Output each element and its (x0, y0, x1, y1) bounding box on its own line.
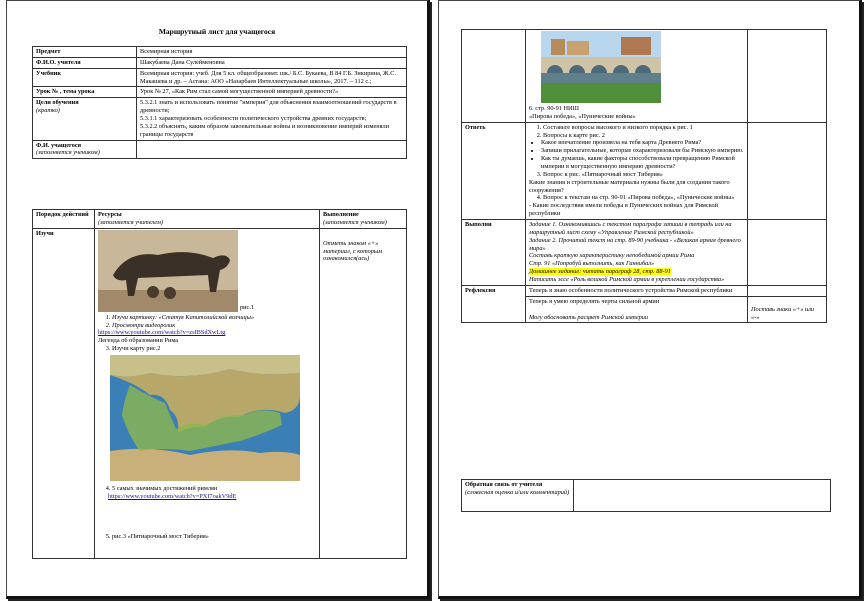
feedback-table (461, 479, 831, 512)
study-list-map (98, 345, 316, 353)
study-list (98, 314, 316, 330)
goal-item: 5.3.2.1 знать и использовать понятие "империя" для объяснения взаимоотношений государств в древности; (140, 99, 397, 115)
answer-item: 2. Вопросы к карте рис. 2 (543, 132, 744, 140)
bullet-item: • Запиши прилагательные, которые охарактеризовали бы Римскую империю. (541, 147, 744, 155)
study-label-cell (33, 228, 95, 558)
bridge-row (462, 30, 827, 123)
tiberius-bridge-image (541, 31, 661, 103)
header-resources-sub: (заполняется учителем) (98, 218, 163, 226)
answer-bullets (529, 139, 744, 170)
study-item-bridge: 5. рис.3 «Пятиарочный мост Тиберия» (112, 533, 316, 541)
reflect-field-1[interactable] (748, 285, 827, 296)
video-link-2[interactable]: https://www.youtube.com/watch?v=PXI7oakV9dE (108, 492, 237, 500)
study-item-map: 3. Изучи карту рис.2 (112, 345, 316, 353)
roman-empire-map-image (110, 355, 300, 481)
student-name-field[interactable] (137, 140, 407, 159)
study-execution-cell[interactable] (320, 228, 407, 558)
answer-item: 3. Вопрос к рис. «Пятиарочный мост Тиберия» (543, 171, 744, 179)
bridge-right-cell[interactable] (748, 30, 827, 123)
answer-list-q4 (529, 194, 744, 202)
student-label-cell (33, 140, 137, 159)
do-label-cell (462, 220, 526, 286)
img-note-2: «Пирова победа», «Пунические войны» (529, 112, 636, 120)
info-value: Шакубаева Дана Сулейменовна (137, 57, 407, 68)
video-link-1[interactable]: https://www.youtube.com/watch?v=zsIBSdXwLtg (98, 329, 226, 337)
feedback-row (462, 480, 831, 512)
info-value: Всемирная история: учеб. Для 5 кл. общеобразоват. шк./ Б.С. Букаева, В 84 Г.Б. Зикирина, Ж.С. Макашева и др. – Астана: АОО «Назарбаев Интеллектуальные школы», 2017. – 112 с.; (137, 68, 407, 87)
info-label: Ф.И.О. учителя (33, 57, 137, 68)
info-row-teacher (33, 57, 407, 68)
study-row (33, 228, 407, 558)
answer-label-cell (462, 122, 526, 219)
info-label: Предмет (33, 47, 137, 58)
steps-table (32, 209, 407, 559)
answer-row (462, 122, 827, 219)
task-1: Задание 1. Ознакомившись с текстом параграфа запиши в тетрадь или на маршрутный лист схему «Управление Римской республикой» (529, 221, 732, 236)
goals-cell (137, 98, 407, 140)
do-row (462, 220, 827, 286)
reflect-item-1: Теперь я знаю особенности политического устройства Римской республики (526, 285, 748, 296)
reflect-label-cell (462, 285, 526, 323)
essay-task: Написать эссе «Роль великой Римской армии в укреплении государства» (529, 276, 725, 284)
answer-list (529, 124, 744, 140)
page-title: Маршрутный лист для учащегося (158, 27, 276, 36)
bullet-item: • Какое впечатление произвела на тебя карта Древнего Рима? (541, 139, 744, 147)
goals-sublabel: (кратко) (36, 107, 60, 115)
feedback-field[interactable] (574, 480, 831, 512)
info-row-lesson (33, 87, 407, 98)
student-label: Ф.И. учащегося (36, 141, 82, 149)
tasks-table (461, 29, 827, 323)
reflect-label: Рефлексия (465, 286, 496, 294)
task-3: Стр. 91 «Попробуй выполнить, как Ганнибал» (529, 260, 655, 268)
feedback-label-cell (462, 480, 574, 512)
do-label: Выполни (465, 221, 492, 229)
answer-item: 1. Составьте вопросы высокого и низкого порядка к рис. 1 (543, 124, 744, 132)
study-item-achievements: 4. 5 самых значимых достижений римлян (112, 485, 316, 493)
goal-item: 5.3.1.1 характеризовать особенности политического устройства древних государств; (140, 115, 367, 123)
bridge-cell (526, 30, 748, 123)
reflect-mark-cell[interactable] (748, 296, 827, 323)
study-label: Изучи (36, 229, 54, 237)
img1-caption: рис.1 (240, 303, 255, 311)
steps-header (33, 210, 407, 229)
info-row-student (33, 140, 407, 159)
study-resources-cell (95, 228, 320, 558)
q3-text: Какие знания и строительные материалы нужны были для создания такого сооружения? (529, 178, 730, 194)
feedback-sub: (словесная оценка и/или комментарий) (465, 488, 570, 496)
she-wolf-statue-image (98, 230, 238, 312)
do-content-cell (526, 220, 748, 286)
info-label: Урок № , тема урока (33, 87, 137, 98)
study-item-statue: 1. Изучи картинку: «Статуя Капитолийской волчицы» (112, 314, 316, 322)
study-list-achievements (98, 485, 316, 493)
page-2 (438, 0, 862, 599)
answer-label: Ответь (465, 123, 486, 131)
answer-field[interactable] (748, 122, 827, 219)
header-order (33, 210, 95, 229)
info-row-textbook (33, 68, 407, 87)
q4-text: - Какие последствия имели победы в Пунических войнах для Римской республики (529, 202, 718, 218)
reflect-mark: Поставь знаки «+» или «-» (751, 305, 814, 321)
answer-item: 4. Вопрос к текстам на стр. 90-91 «Пирова победа», «Пунические войны» (543, 194, 744, 202)
study-item-video: 2. Просмотри видеоролик (112, 322, 316, 330)
student-sublabel: (заполняется учеником) (36, 149, 100, 157)
goals-label: Цели обучения (36, 99, 79, 107)
img-note: 6. стр. 90-91 НИШ (529, 105, 579, 112)
goals-label-cell (33, 98, 137, 140)
info-value: Урок № 27, «Как Рим стал самой могущественной империей древности?» (137, 87, 407, 98)
study-list-bridge (98, 533, 316, 541)
info-label: Учебник (33, 68, 137, 87)
reflect-row-1 (462, 285, 827, 296)
bullet-item: • Как ты думаешь, какие факторы способствовали превращению Римской империи в могущественную империю древности? (541, 155, 744, 171)
feedback-label: Обратная связь от учителя (465, 481, 543, 488)
info-table (32, 46, 407, 159)
task-2: Задание 2. Прочитай текст на стр. 89-90 учебника - «Великая армия древнего мира» (529, 236, 741, 252)
header-order-label: Порядок действий (36, 211, 89, 218)
do-field[interactable] (748, 220, 827, 286)
reflect-items-cell (526, 296, 748, 323)
bridge-left-cell (462, 30, 526, 123)
reflect-item-3: Могу обосновать расцвет Римской империи (529, 313, 649, 321)
answer-content-cell (526, 122, 748, 219)
header-resources-label: Ресурсы (98, 211, 122, 218)
legend-text: Легенда об образовании Рима (98, 337, 179, 345)
info-value: Всемирная история (137, 47, 407, 58)
info-row-subject (33, 47, 407, 58)
page-1 (6, 0, 430, 599)
header-execution (320, 210, 407, 229)
answer-list-q3 (529, 171, 744, 179)
header-execution-label: Выполнение (323, 211, 359, 218)
task-2b: Составь краткую характеристику непобедимой армии Рима (529, 252, 695, 260)
header-resources (95, 210, 320, 229)
reflect-item-2: Теперь я умею определять черты сильной армии (529, 297, 660, 305)
header-execution-sub: (заполняется учеником) (323, 218, 387, 226)
mark-note: Отметь знаком «+» материал, с которым ознакомился(ась) (323, 239, 383, 263)
homework-highlight: Домашнее задание: читать параграф 28, стр. 88-91 (529, 268, 671, 276)
goal-item: 5.3.2.2 объяснять, каким образом завоевательные войны и возникновение империй изменяли границы государств (140, 122, 390, 138)
info-row-goals (33, 98, 407, 140)
